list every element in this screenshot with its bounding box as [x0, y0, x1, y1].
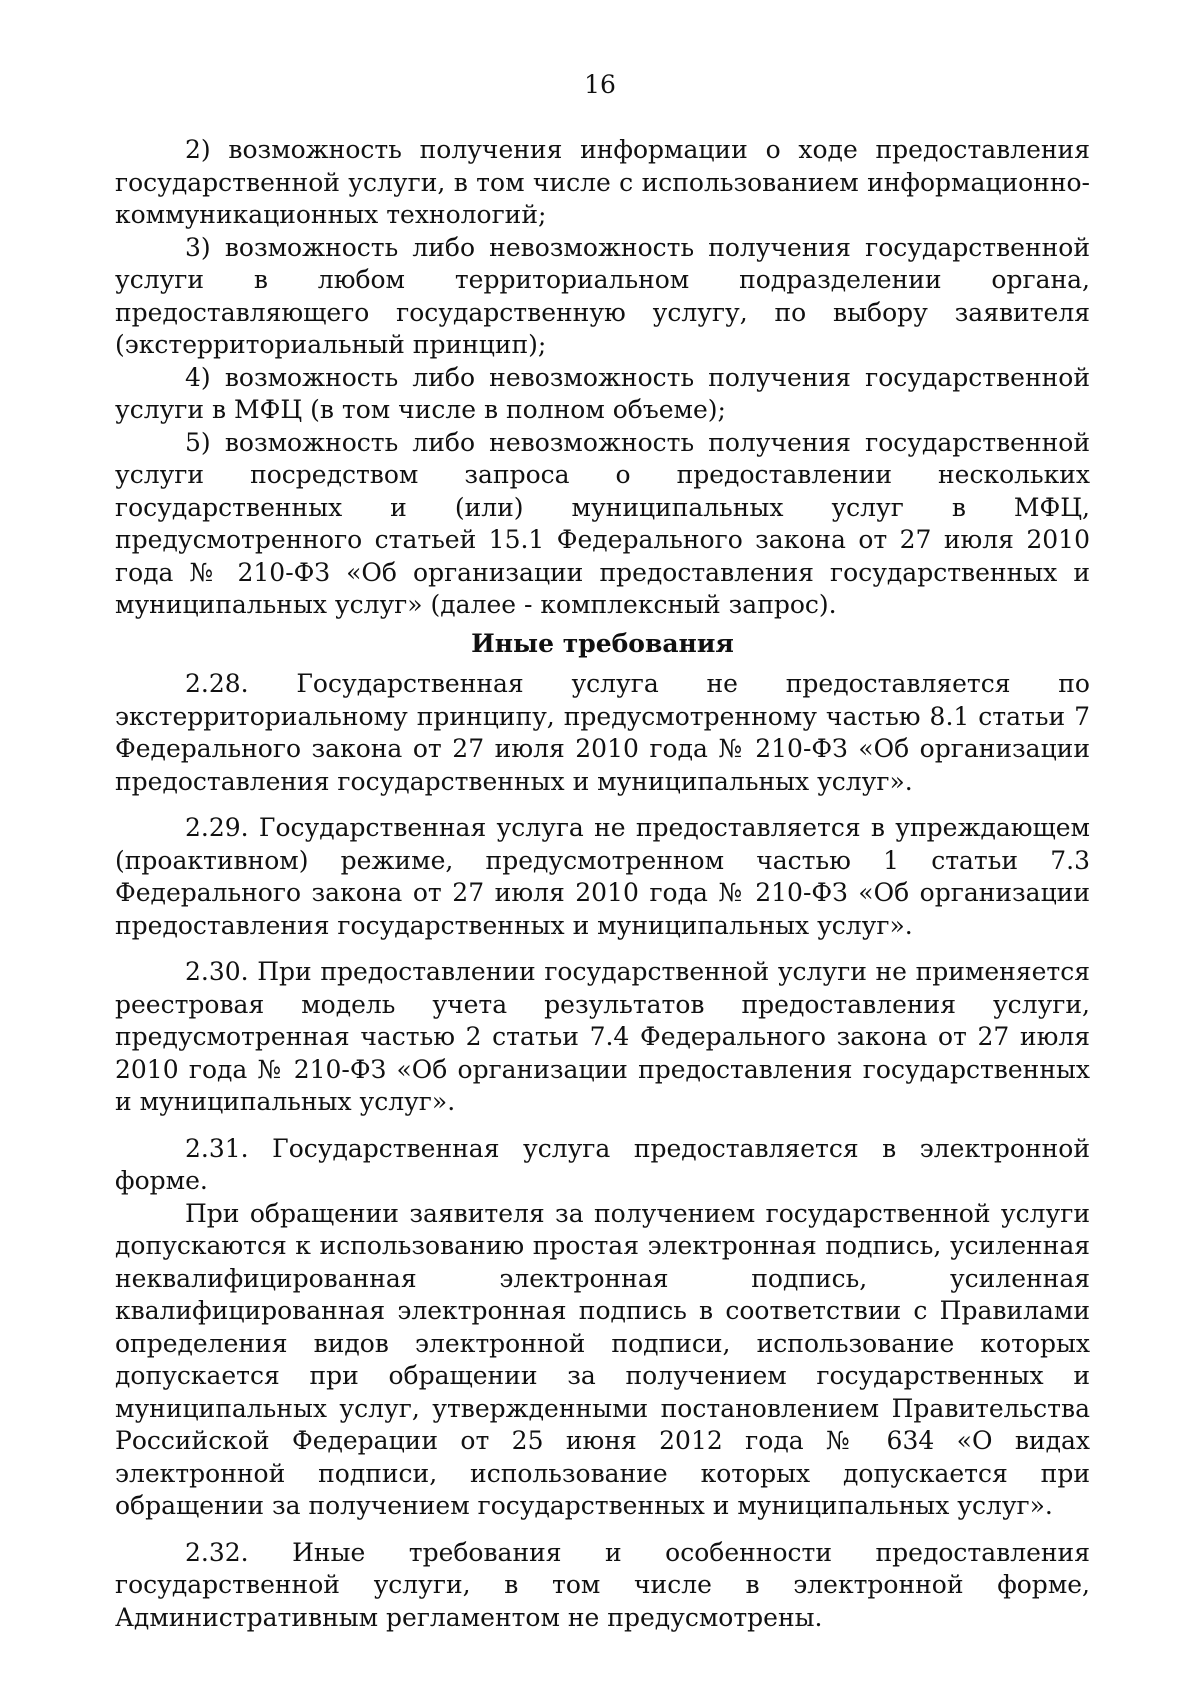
paragraph-2-30: 2.30. При предоставлении государственной услуги не применяется реестровая модель учета результатов предоставления услуги, предусмотренная частью 2 статьи 7.4 Федерального закона от 27 июля 2010 года № 210-ФЗ «Об организации предоставления государственных и муниципальных услуг».: [115, 957, 1090, 1116]
paragraph-2-32: 2.32. Иные требования и особенности предоставления государственной услуги, в том числе в электронной форме, Административным регламентом не предусмотрены.: [115, 1537, 1090, 1632]
section-heading: Иные требования: [471, 628, 734, 658]
paragraph-item-2: 2) возможность получения информации о ходе предоставления государственной услуги, в том числе с использованием информационно-коммуникационных технологий;: [115, 135, 1090, 229]
paragraph-signature-rules: При обращении заявителя за получением государственной услуги допускаются к использованию простая электронная подпись, усиленная неквалифицированная электронная подпись, усиленная квалифицированная электронная подпись в соответствии с Правилами определения видов электронной подписи, использование которых допускается при обращении за получением государственных и муниципальных услуг, утвержденными постановлением Правительства Российской Федерации от 25 июня 2012 года № 634 «О видах электронной подписи, использование которых допускается при обращении за получением государственных и муниципальных услуг».: [115, 1198, 1090, 1520]
document-body: [115, 134, 1090, 1634]
paragraph-2-31: 2.31. Государственная услуга предоставляется в электронной форме.: [115, 1133, 1090, 1195]
paragraph-item-5: 5) возможность либо невозможность получения государственной услуги посредством запроса о предоставлении нескольких государственных и (или) муниципальных услуг в МФЦ, предусмотренного статьей 15.1 Федерального закона от 27 июля 2010 года № 210-ФЗ «Об организации предоставления государственных и муниципальных услуг» (далее - комплексный запрос).: [115, 427, 1090, 619]
paragraph-2-28: 2.28. Государственная услуга не предоставляется по экстерриториальному принципу, предусмотренному частью 8.1 статьи 7 Федерального закона от 27 июля 2010 года № 210-ФЗ «Об организации предоставления государственных и муниципальных услуг».: [115, 669, 1090, 796]
paragraph-item-4: 4) возможность либо невозможность получения государственной услуги в МФЦ (в том числе в полном объеме);: [115, 362, 1090, 424]
page-number: 16: [584, 70, 616, 99]
paragraph-item-3: 3) возможность либо невозможность получения государственной услуги в любом территориальном подразделении органа, предоставляющего государственную услугу, по выбору заявителя (экстерриториальный принцип);: [115, 232, 1090, 359]
paragraph-2-29: 2.29. Государственная услуга не предоставляется в упреждающем (проактивном) режиме, предусмотренном частью 1 статьи 7.3 Федерального закона от 27 июля 2010 года № 210-ФЗ «Об организации предоставления государственных и муниципальных услуг».: [115, 813, 1090, 940]
